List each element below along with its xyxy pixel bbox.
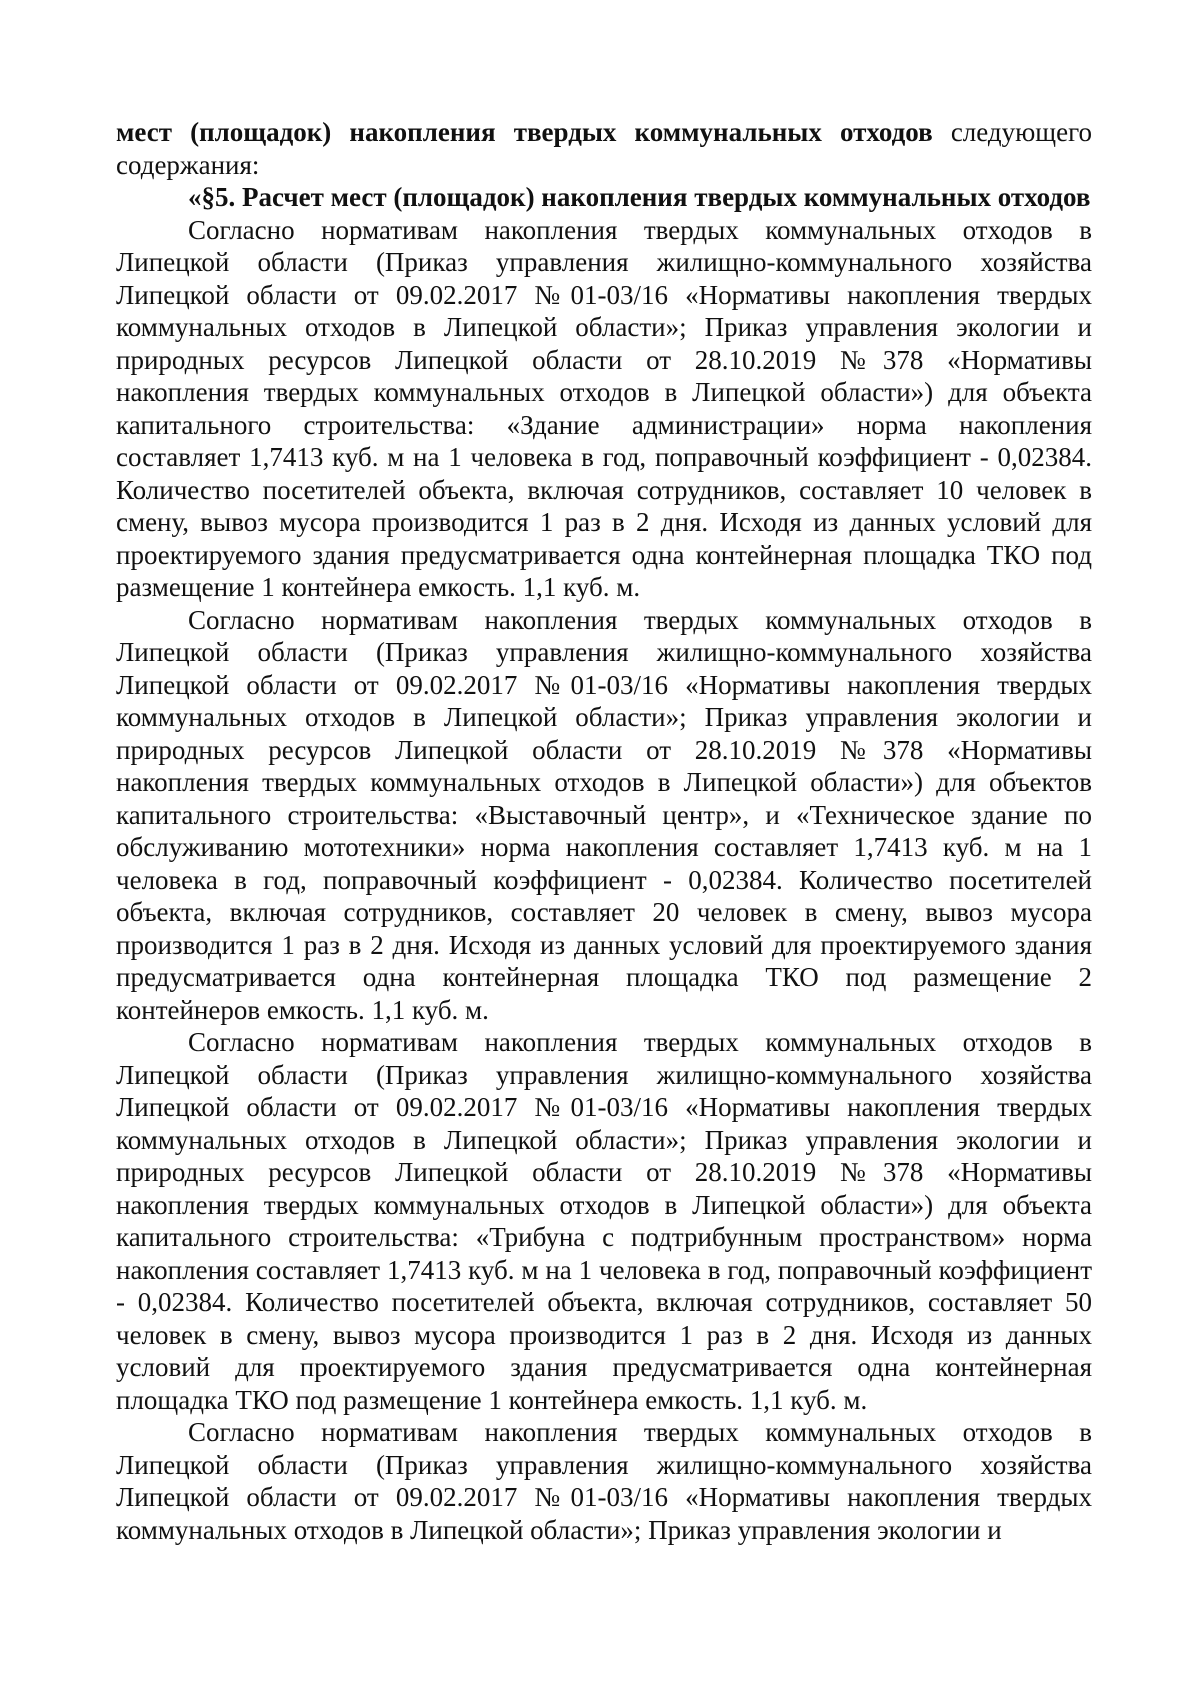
intro-paragraph <box>116 116 1092 181</box>
paragraph-4: Согласно нормативам накопления твердых коммунальных отходов в Липецкой области (Приказ управления жилищно-коммунального хозяйства Липецкой области от 09.02.2017 №01-03/16 «Нормативы накопления твердых коммунальных отходов в Липецкой области»; Приказ управления экологии и <box>116 1417 1092 1545</box>
intro-rest-text: следующего содержания: <box>116 117 1092 180</box>
document-page <box>116 116 1092 1546</box>
paragraph-2: Согласно нормативам накопления твердых коммунальных отходов в Липецкой области (Приказ управления жилищно-коммунального хозяйства Липецкой области от 09.02.2017 №01-03/16 «Нормативы накопления твердых коммунальных отходов в Липецкой области»; Приказ управления экологии и природных ресурсов Липецкой области от 28.10.2019 №378 «Нормативы накопления твердых коммунальных отходов в Липецкой области») для объектов капитального строительства: «Выставочный центр», и «Техническое здание по обслуживанию мототехники» норма накопления составляет 1,7413 куб. м на 1 человека в год, поправочный коэффициент - 0,02384. Количество посетителей объекта, включая сотрудников, составляет 20 человек в смену, вывоз мусора производится 1 раз в 2 дня. Исходя из данных условий для проектируемого здания предусматривается одна контейнерная площадка ТКО под размещение 2 контейнеров емкость. 1,1 куб. м. <box>116 604 1092 1025</box>
intro-bold-text: мест (площадок) накопления твердых коммунальных отходов <box>116 117 933 147</box>
paragraph-1: Согласно нормативам накопления твердых коммунальных отходов в Липецкой области (Приказ управления жилищно-коммунального хозяйства Липецкой области от 09.02.2017 №01-03/16 «Нормативы накопления твердых коммунальных отходов в Липецкой области»; Приказ управления экологии и природных ресурсов Липецкой области от 28.10.2019 №378 «Нормативы накопления твердых коммунальных отходов в Липецкой области») для объекта капитального строительства: «Здание администрации» норма накопления составляет 1,7413 куб. м на 1 человека в год, поправочный коэффициент - 0,02384. Количество посетителей объекта, включая сотрудников, составляет 10 человек в смену, вывоз мусора производится 1 раз в 2 дня. Исходя из данных условий для проектируемого здания предусматривается одна контейнерная площадка ТКО под размещение 1 контейнера емкость. 1,1 куб. м. <box>116 214 1092 602</box>
section-heading: «§5. Расчет мест (площадок) накопления твердых коммунальных отходов <box>188 182 1091 212</box>
paragraph-3: Согласно нормативам накопления твердых коммунальных отходов в Липецкой области (Приказ управления жилищно-коммунального хозяйства Липецкой области от 09.02.2017 №01-03/16 «Нормативы накопления твердых коммунальных отходов в Липецкой области»; Приказ управления экологии и природных ресурсов Липецкой области от 28.10.2019 №378 «Нормативы накопления твердых коммунальных отходов в Липецкой области») для объекта капитального строительства: «Трибуна с подтрибунным пространством» норма накопления составляет 1,7413 куб. м на 1 человека в год, поправочный коэффициент - 0,02384. Количество посетителей объекта, включая сотрудников, составляет 50 человек в смену, вывоз мусора производится 1 раз в 2 дня. Исходя из данных условий для проектируемого здания предусматривается одна контейнерная площадка ТКО под размещение 1 контейнера емкость. 1,1 куб. м. <box>116 1027 1092 1415</box>
